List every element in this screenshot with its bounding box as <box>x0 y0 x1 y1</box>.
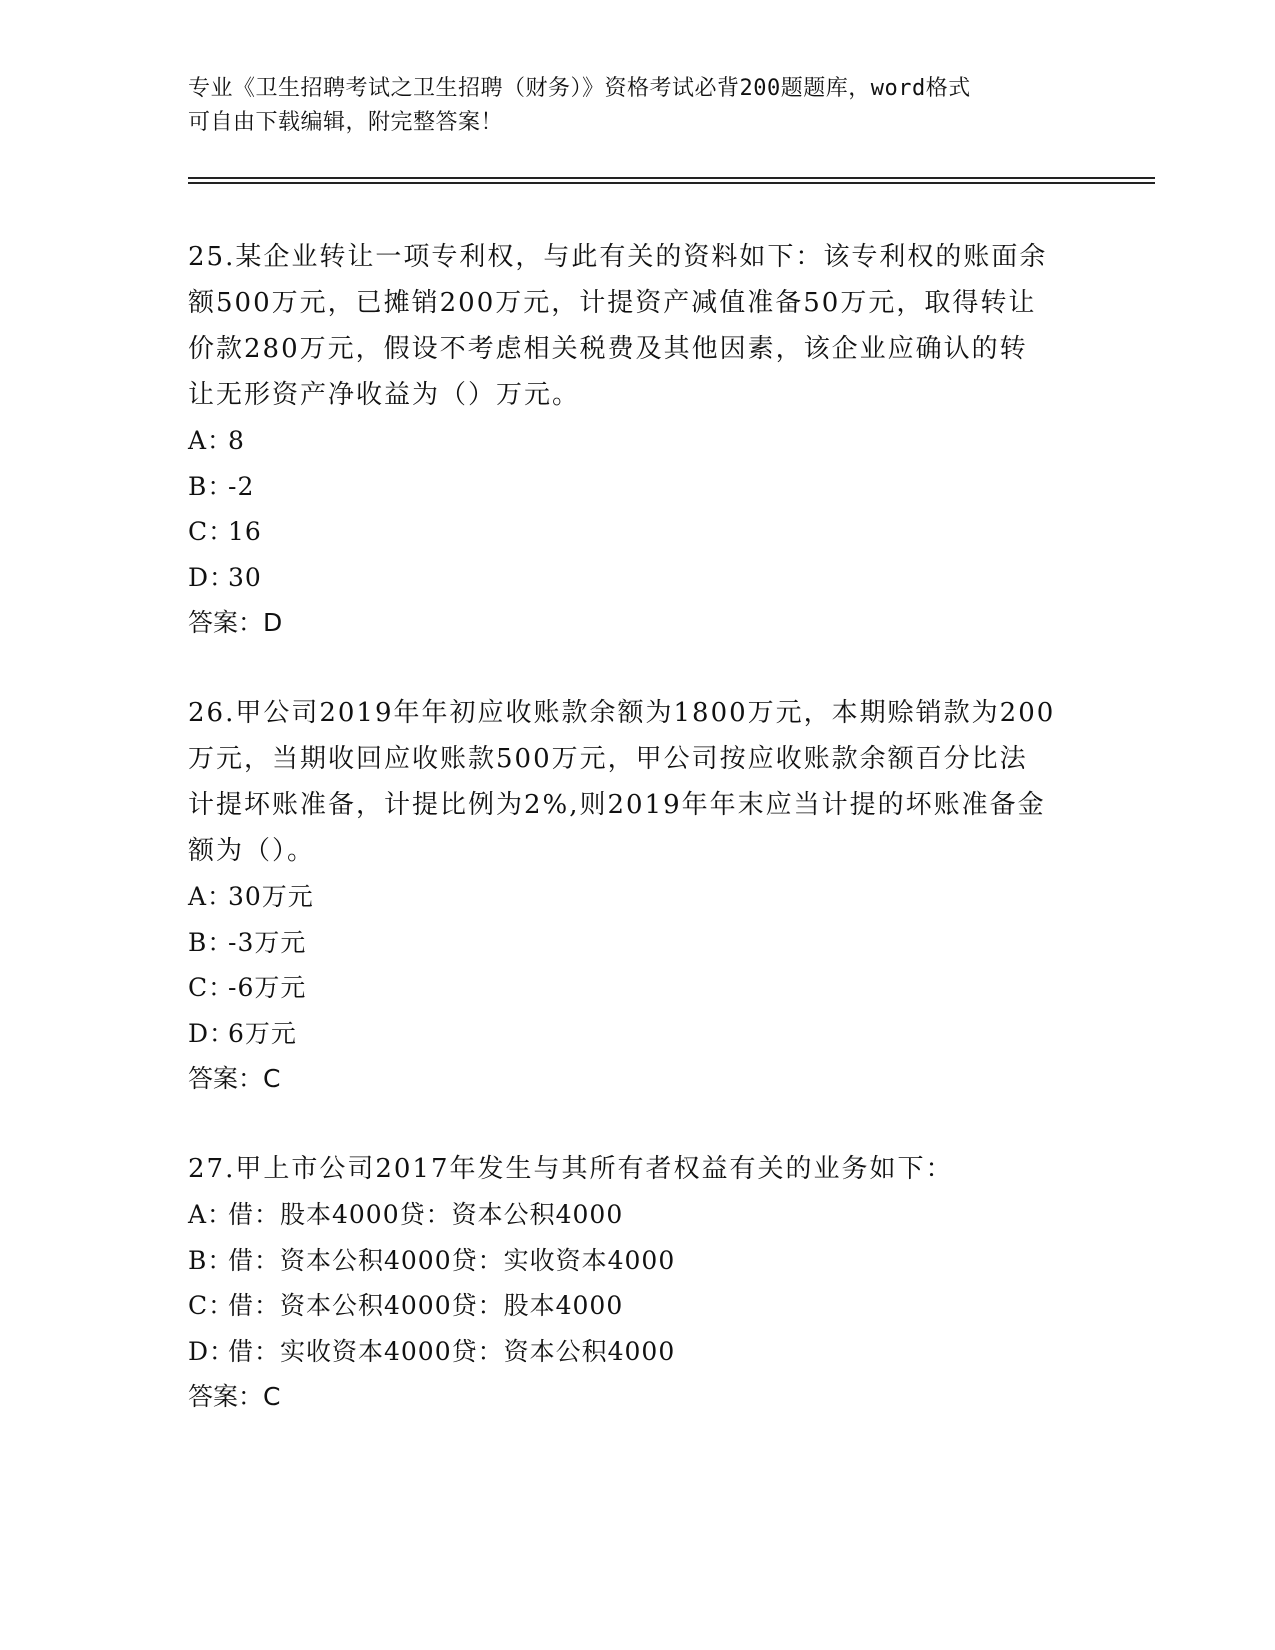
stem-line: 价款280万元，假设不考虑相关税费及其他因素，该企业应确认的转 <box>188 334 1028 364</box>
option-letter: A： <box>188 1200 234 1229</box>
option-text: 30万元 <box>228 882 314 911</box>
option-b <box>188 920 1088 966</box>
option-letter: B： <box>188 471 234 501</box>
answer-line: 答案：C <box>188 1382 281 1411</box>
stem-line: 额为（）。 <box>188 836 316 866</box>
option-c <box>188 1283 1088 1329</box>
stem-line: 计提坏账准备，计提比例为2%,则2019年年末应当计提的坏账准备金 <box>188 790 1046 820</box>
option-text: 6万元 <box>228 1018 297 1048</box>
answer-line: 答案：D <box>188 608 283 637</box>
option-c <box>188 509 1088 555</box>
option-text: -3万元 <box>228 927 307 957</box>
header-title-line: 专业《卫生招聘考试之卫生招聘（财务）》资格考试必背200题题库，word格式 <box>188 76 971 101</box>
stem-line: 25.某企业转让一项专利权，与此有关的资料如下：该专利权的账面余 <box>188 242 1048 272</box>
option-letter: D： <box>188 1018 236 1048</box>
option-d <box>188 555 1088 601</box>
option-a <box>188 874 1088 920</box>
option-letter: A： <box>188 426 234 455</box>
option-d <box>188 1011 1088 1057</box>
option-letter: A： <box>188 882 234 911</box>
option-a <box>188 418 1088 464</box>
option-text: 借：实收资本4000贷：资本公积4000 <box>228 1336 676 1366</box>
stem-line: 27.甲上市公司2017年发生与其所有者权益有关的业务如下： <box>188 1154 954 1184</box>
question-stem <box>188 690 1088 874</box>
option-letter: C： <box>188 1291 235 1320</box>
option-text: -6万元 <box>228 973 307 1002</box>
option-b <box>188 1238 1088 1284</box>
stem-line: 额500万元，已摊销200万元，计提资产减值准备50万元，取得转让 <box>188 288 1037 318</box>
stem-line: 26.甲公司2019年年初应收账款余额为1800万元，本期赊销款为200 <box>188 698 1056 728</box>
question-26 <box>188 690 1088 1102</box>
header-subtitle-line: 可自由下载编辑，附完整答案！ <box>188 110 504 135</box>
header-divider-bottom <box>188 182 1155 184</box>
answer-line: 答案：C <box>188 1064 281 1093</box>
option-d <box>188 1329 1088 1375</box>
stem-line: 让无形资产净收益为（）万元。 <box>188 380 581 410</box>
option-letter: C： <box>188 517 235 546</box>
question-stem <box>188 1146 1088 1192</box>
option-text: 借：资本公积4000贷：实收资本4000 <box>228 1245 676 1275</box>
question-27 <box>188 1146 1088 1420</box>
option-c <box>188 965 1088 1011</box>
option-text: 借：资本公积4000贷：股本4000 <box>228 1291 624 1320</box>
header-divider-top <box>188 177 1155 179</box>
option-letter: B： <box>188 927 234 957</box>
option-text: 借：股本4000贷：资本公积4000 <box>228 1200 624 1229</box>
option-text: 16 <box>228 517 262 546</box>
option-letter: D： <box>188 562 236 592</box>
question-25 <box>188 234 1088 646</box>
option-text: 30 <box>228 562 262 592</box>
question-stem <box>188 234 1088 418</box>
option-b <box>188 464 1088 510</box>
document-header <box>188 72 1088 140</box>
option-a <box>188 1192 1088 1238</box>
option-text: 8 <box>228 426 245 455</box>
stem-line: 万元，当期收回应收账款500万元，甲公司按应收账款余额百分比法 <box>188 744 1028 774</box>
option-text: -2 <box>228 471 255 501</box>
option-letter: D： <box>188 1336 236 1366</box>
option-letter: B： <box>188 1245 234 1275</box>
option-letter: C： <box>188 973 235 1002</box>
